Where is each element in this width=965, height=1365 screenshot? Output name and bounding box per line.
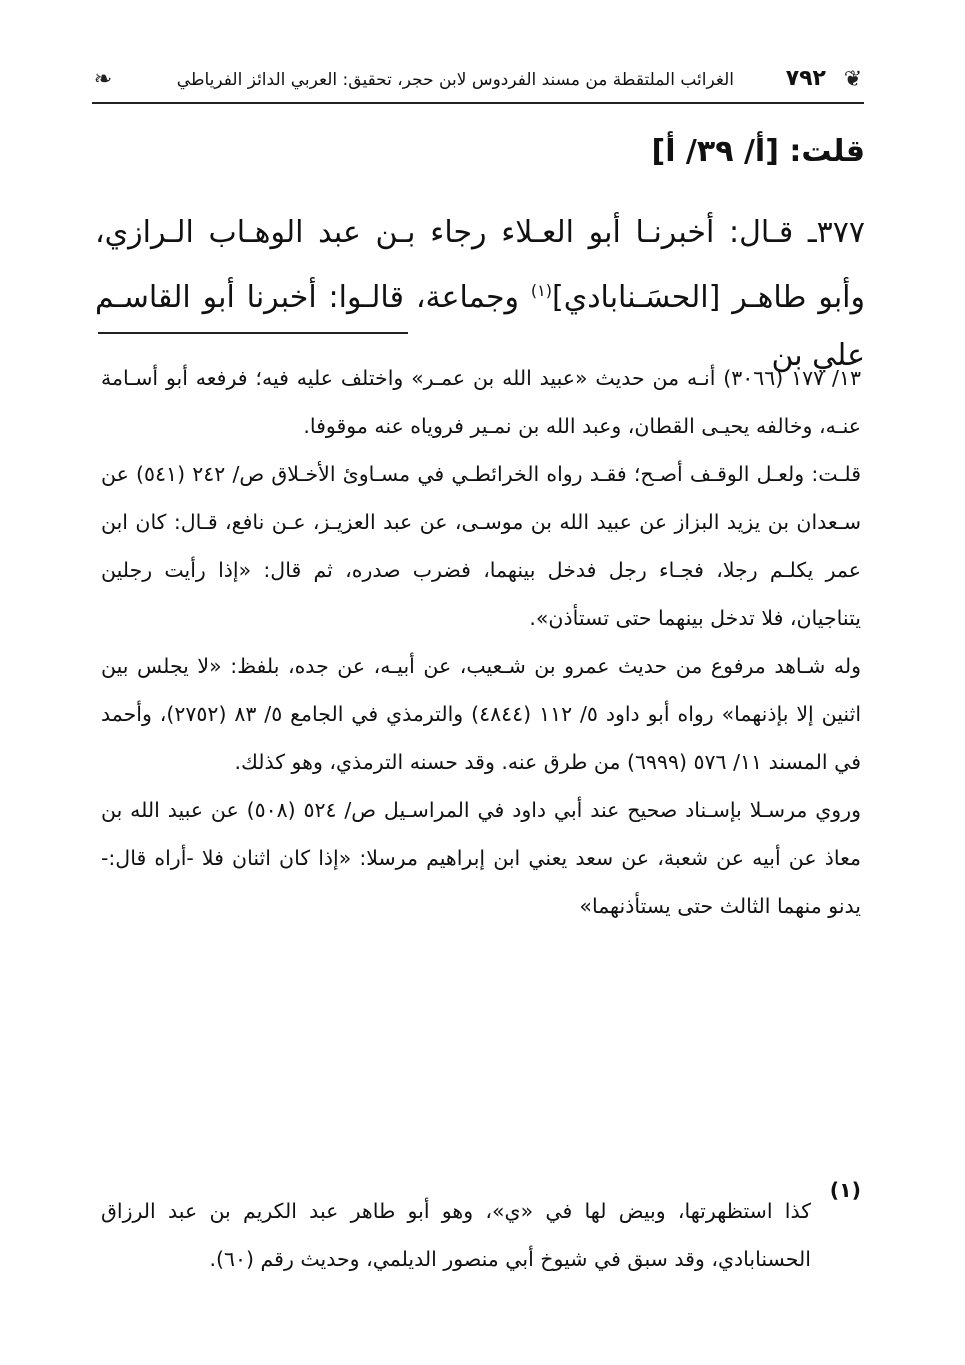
ornament-icon: ❧	[93, 67, 113, 92]
footnote-text: كذا استظهرتها، وبيض لها في «ي»، وهو أبو طاهر عبد الكريم بن عبد الرزاق الحسنابادي، وقد سبق في شيوخ أبي منصور الديلمي، وحديث رقم (٦٠).	[101, 1198, 811, 1271]
ornament-icon: ❦	[843, 67, 863, 92]
footnote-separator	[98, 332, 408, 334]
footnote-number: (١)	[829, 1178, 861, 1202]
hadith-text-cont: وجماعة، قالـوا: أخبرنا أبو القاسـم علي بن	[95, 280, 865, 373]
running-header	[92, 62, 864, 104]
note-paragraph: ١٣/ ١٧٧ (٣٠٦٦) أنـه من حديث «عبيد الله بن عمـر» واختلف عليه فيه؛ فرفعه أبو أسـامة عنـه، وخالفه يحيـى القطان، وعبد الله بن نمـير فروياه عنه موقوفا.	[101, 366, 861, 438]
footnote-ref: (١)	[530, 281, 553, 300]
note-paragraph: وله شـاهد مرفوع من حديث عمرو بن شـعيب، عن أبيـه، عن جده، بلفظ: «لا يجلس بين اثنين إلا بإذنهما» رواه أبو داود ٥/ ١١٢ (٤٨٤٤) والترمذي في الجامع ٥/ ٨٣ (٢٧٥٢)، وأحمد في المسند ١١/ ٥٧٦ (٦٩٩٩) من طرق عنه. وقد حسنه الترمذي، وهو كذلك.	[101, 654, 862, 774]
page-number: ٧٩٢	[785, 66, 826, 91]
hadith-number: ٣٧٧	[816, 215, 865, 250]
folio-reference: قلت: [أ/ ٣٩/ أ]	[651, 134, 865, 169]
main-text	[95, 122, 865, 385]
footnote	[101, 1166, 861, 1303]
running-title: الغرائب الملتقطة من مسند الفردوس لابن حجر، تحقيق: العربي الدائز الفرياطي	[176, 70, 734, 90]
notes-section	[101, 354, 861, 930]
hadith-text: ـ قـال: أخبرنـا أبو العـلاء رجاء بـن عبد الوهـاب الـرازي، وأبو طاهـر [الحسَـنابادي]	[95, 215, 866, 315]
note-paragraph: وروي مرسـلا بإسـناد صحيح عند أبي داود في المراسـيل ص/ ٥٢٤ (٥٠٨) عن عبيد الله بن معاذ عن أبيه عن شعبة، عن سعد يعني ابن إبراهيم مرسلا: «إذا كان اثنان فلا -أراه قال:- يدنو منهما الثالث حتى يستأذنهما»	[101, 798, 861, 918]
note-paragraph: قلـت: ولعـل الوقـف أصـح؛ فقـد رواه الخرائطـي في مسـاوئ الأخـلاق ص/ ٢٤٢ (٥٤١) عن سـعدان بن يزيد البزاز عن عبيد الله بن موسـى، عن عبد العزيـز، عـن نافع، قـال: كان ابن عمر يكلـم رجلا، فجـاء رجل فدخل بينهما، فضرب صدره، ثم قال: «إذا رأيت رجلين يتناجيان، فلا تدخل بينهما حتى تستأذن».	[101, 462, 861, 630]
